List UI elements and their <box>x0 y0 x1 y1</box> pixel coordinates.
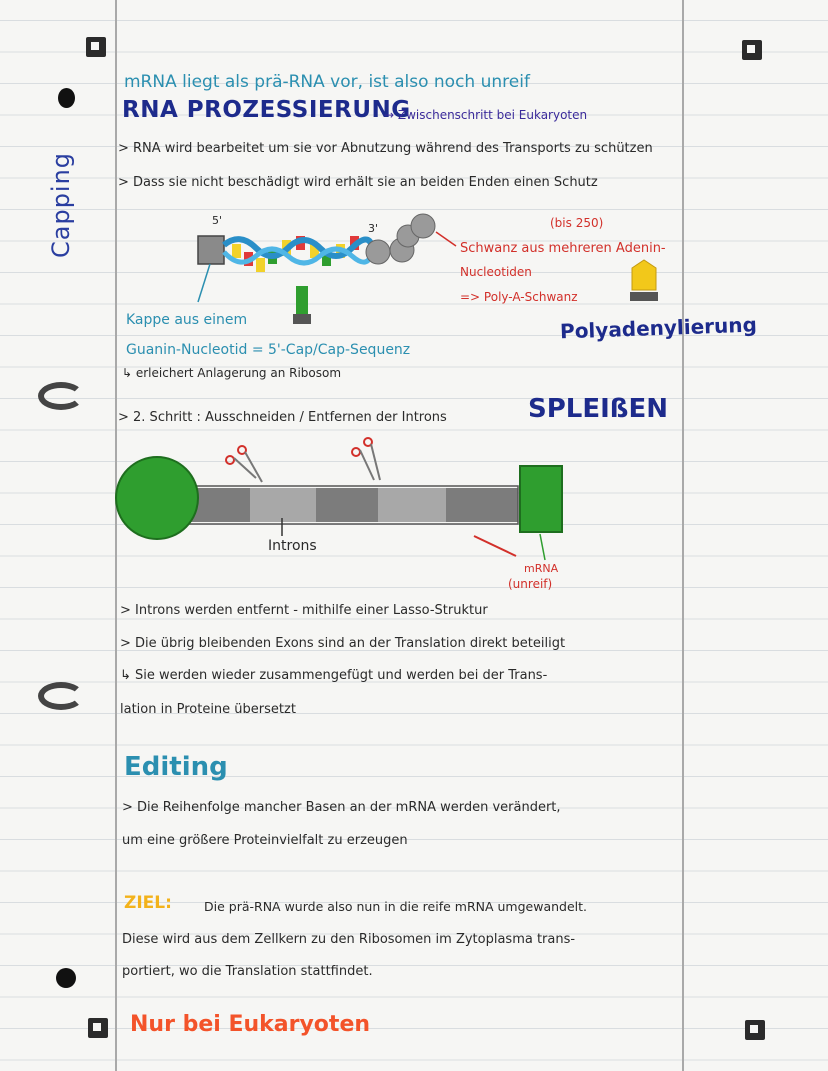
tail-line-3: => Poly-A-Schwanz <box>460 290 578 304</box>
splice-bullet-1: > Introns werden entfernt - mithilfe einer Lasso-Struktur <box>120 603 488 618</box>
intron-segment <box>378 488 446 522</box>
scissors-icon <box>352 438 380 480</box>
rna-strand <box>188 488 518 522</box>
scissors-icon <box>226 446 262 482</box>
intro-line-1: > RNA wird bearbeitet um sie vor Abnutzung während des Transports zu schützen <box>118 141 653 156</box>
mrna-label: mRNA <box>524 562 559 575</box>
page-title: RNA PROZESSIERUNG <box>122 97 411 123</box>
splice-bullet-3: ↳ Sie werden wieder zusammengefügt und werden bei der Trans- <box>120 668 548 683</box>
editing-line-2: um eine größere Proteinvielfalt zu erzeugen <box>122 833 408 848</box>
splice-bullet-2: > Die übrig bleibenden Exons sind an der Translation direkt beteiligt <box>120 636 566 651</box>
cap-box <box>198 236 224 264</box>
editing-line-1: > Die Reihenfolge mancher Basen an der mRNA werden verändert, <box>122 800 561 815</box>
tail-count: (bis 250) <box>550 216 604 230</box>
tail-3prime <box>520 466 562 532</box>
mrna-state: (unreif) <box>508 577 553 591</box>
splice-bullet-3b: lation in Proteine übersetzt <box>120 702 296 717</box>
polya-bead <box>366 240 390 264</box>
tail-pointer-line <box>436 232 456 246</box>
label-5-prime: 5' <box>212 214 223 227</box>
introns-label: Introns <box>268 538 317 554</box>
label-3-prime: 3' <box>368 222 379 235</box>
intron-segment <box>250 488 316 522</box>
cap-line-1: Kappe aus einem <box>126 312 248 328</box>
ziel-line-2: Diese wird aus dem Zellkern zu den Ribosomen im Zytoplasma trans- <box>122 932 576 947</box>
splicing-title: SPLEIßEN <box>528 394 669 424</box>
mrna-pointer-line <box>474 536 516 556</box>
cap-pointer-line <box>198 264 210 302</box>
footer-note: Nur bei Eukaryoten <box>130 1012 371 1037</box>
mrna-green-pointer <box>540 534 545 560</box>
guanine-base <box>293 314 311 324</box>
tail-line-1: Schwanz aus mehreren Adenin- <box>460 241 666 256</box>
editing-title: Editing <box>124 752 228 782</box>
tail-line-2: Nucleotiden <box>460 265 532 279</box>
splicing-step: > 2. Schritt : Ausschneiden / Entfernen der Introns <box>118 410 447 425</box>
cap-5prime <box>116 457 198 539</box>
capping-side-label: Capping <box>47 151 75 258</box>
polya-bead <box>411 214 435 238</box>
ziel-label: ZIEL: <box>124 893 172 913</box>
adenine-nucleotide <box>632 260 656 290</box>
polyadenylierung-title: Polyadenylierung <box>559 312 758 344</box>
intro-line-2: > Dass sie nicht beschädigt wird erhält sie an beiden Enden einen Schutz <box>118 175 598 190</box>
guanine-nucleotide <box>296 286 308 314</box>
prerna-note: mRNA liegt als prä-RNA vor, ist also noch unreif <box>124 72 530 92</box>
title-note: → Zwischenschritt bei Eukaryoten <box>384 108 588 122</box>
ziel-line-1: Die prä-RNA wurde also nun in die reife mRNA umgewandelt. <box>204 899 588 914</box>
cap-line-2: Guanin-Nucleotid = 5'-Cap/Cap-Sequenz <box>126 342 411 358</box>
adenine-base <box>630 292 658 301</box>
ziel-line-3: portiert, wo die Translation stattfindet. <box>122 964 373 979</box>
cap-line-3: ↳ erleichert Anlagerung an Ribosom <box>122 366 342 380</box>
